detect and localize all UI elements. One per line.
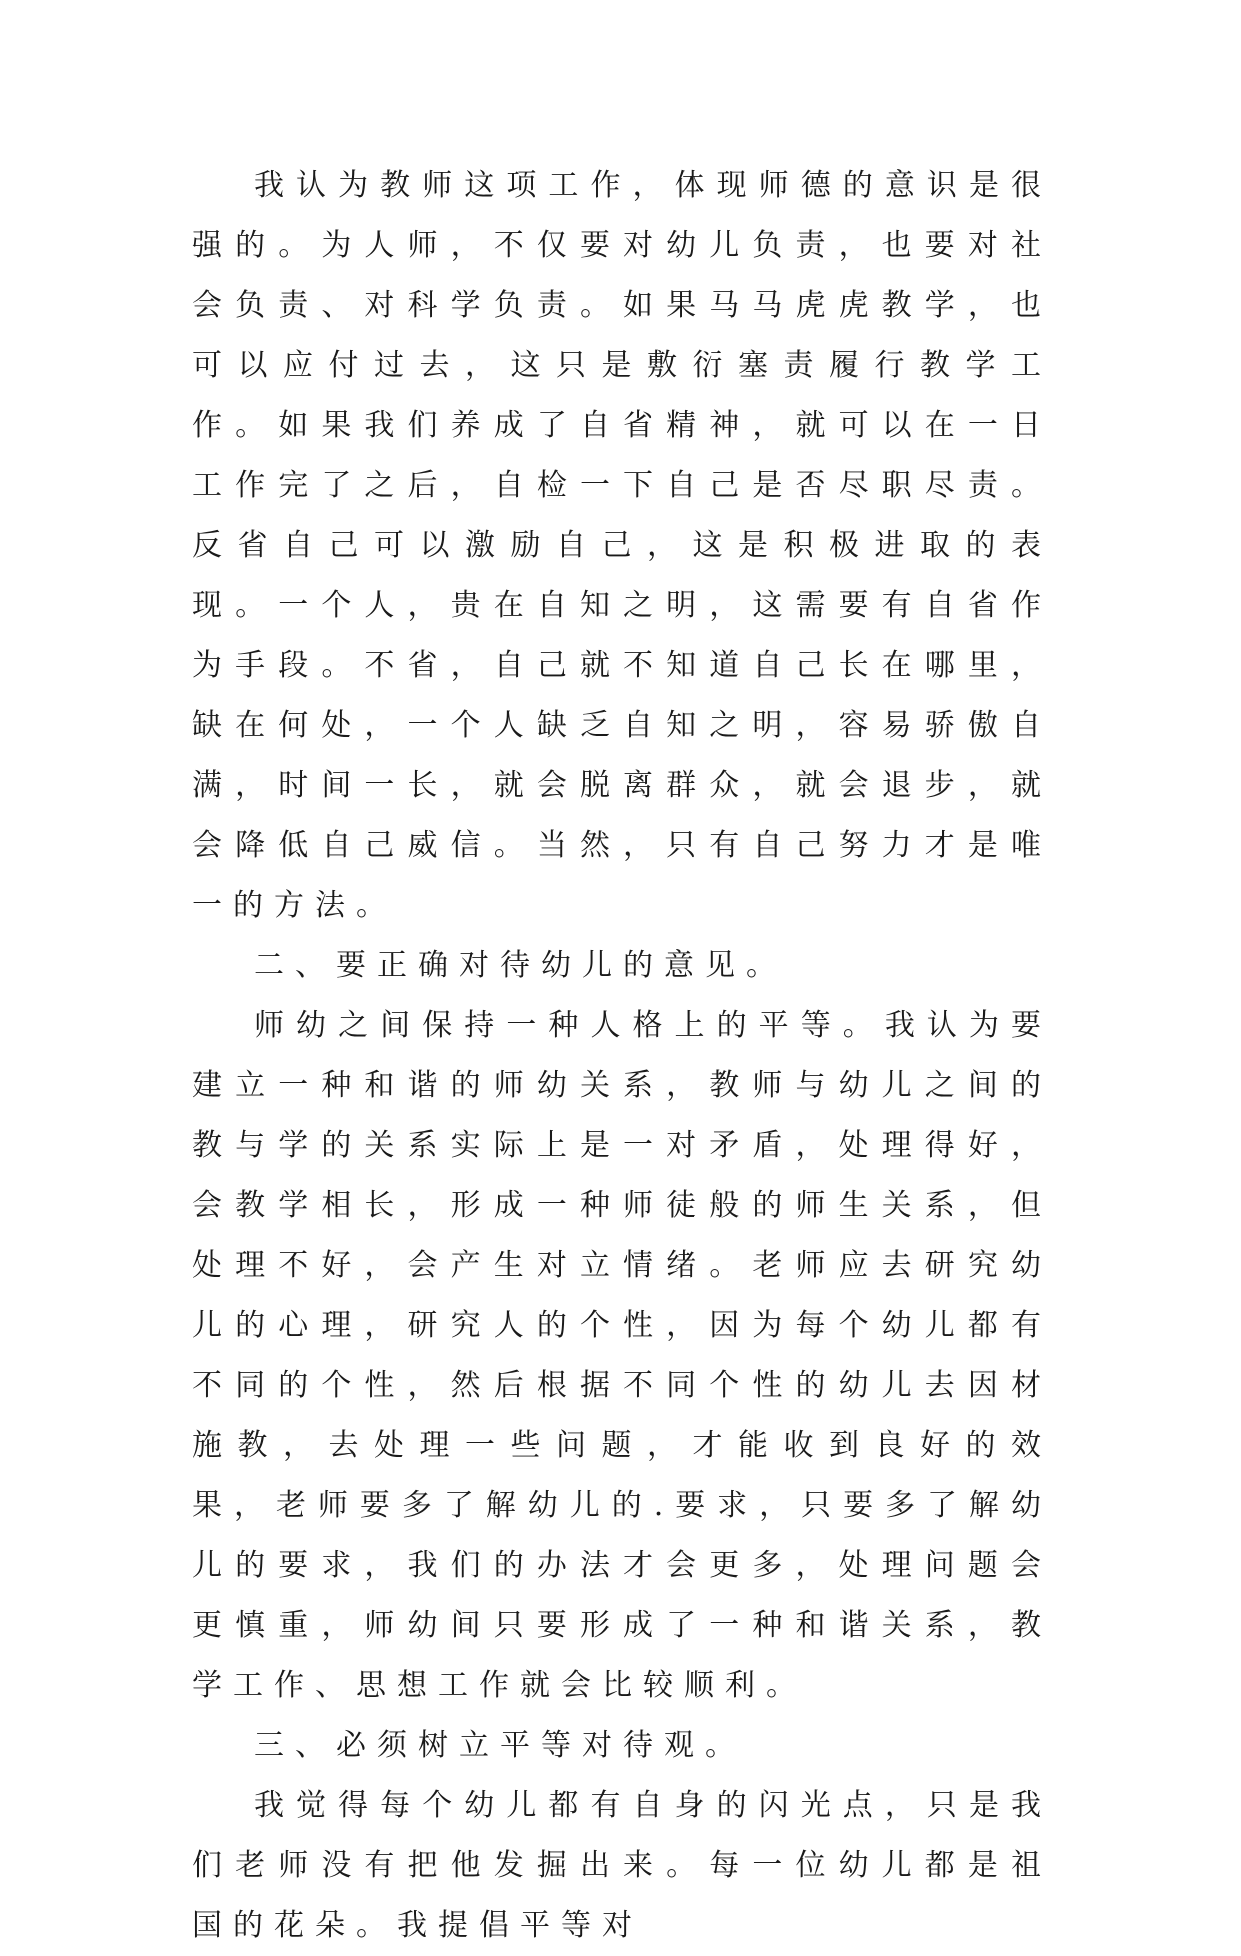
paragraph-teacher-child-relationship: 师幼之间保持一种人格上的平等。我认为要建立一种和谐的师幼关系，教师与幼儿之间的教与学的关系实际上是一对矛盾，处理得好，会教学相长，形成一种师徒般的师生关系，但处理不好，会产生对立情绪。老师应去研究幼儿的心理，研究人的个性，因为每个幼儿都有不同的个性，然后根据不同个性的幼儿去因材施教，去处理一些问题，才能收到良好的效果，老师要多了解幼儿的.要求，只要多了解幼儿的要求，我们的办法才会更多，处理问题会更慎重，师幼间只要形成了一种和谐关系，教学工作、思想工作就会比较顺利。 xyxy=(192,1008,1052,1703)
document-body xyxy=(192,156,1052,1956)
paragraph-self-reflection: 我认为教师这项工作，体现师德的意识是很强的。为人师，不仅要对幼儿负责，也要对社会负责、对科学负责。如果马马虎虎教学，也可以应付过去，这只是敷衍塞责履行教学工作。如果我们养成了自省精神，就可以在一日工作完了之后，自检一下自己是否尽职尽责。反省自己可以激励自己，这是积极进取的表现。一个人，贵在自知之明，这需要有自省作为手段。不省，自己就不知道自己长在哪里，缺在何处，一个人缺乏自知之明，容易骄傲自满，时间一长，就会脱离群众，就会退步，就会降低自己威信。当然，只有自己努力才是唯一的方法。 xyxy=(192,168,1052,923)
paragraph-equal-treatment: 我觉得每个幼儿都有自身的闪光点，只是我们老师没有把他发掘出来。每一位幼儿都是祖国的花朵。我提倡平等对 xyxy=(192,1788,1052,1943)
heading-section-three: 三、必须树立平等对待观。 xyxy=(254,1728,746,1763)
heading-section-two: 二、要正确对待幼儿的意见。 xyxy=(254,948,787,983)
